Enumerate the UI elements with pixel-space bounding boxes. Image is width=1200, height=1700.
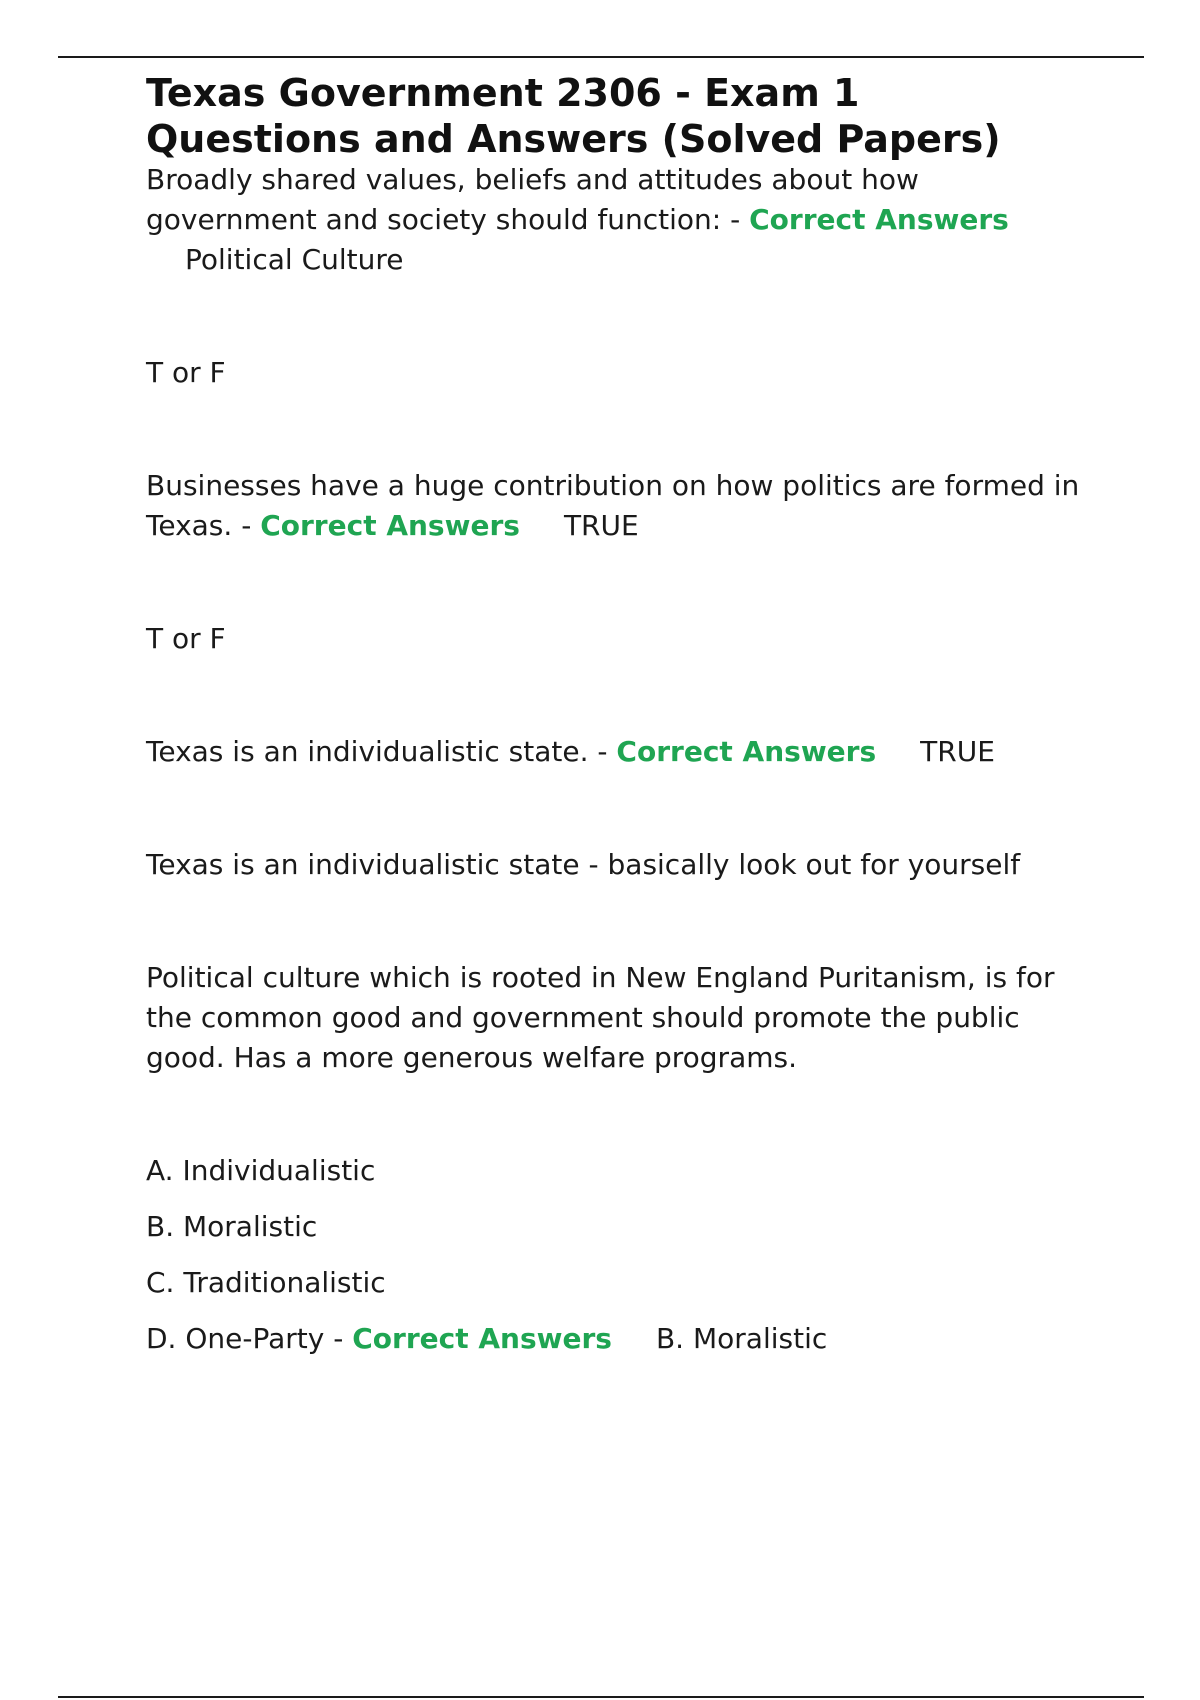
correct-answers-label: Correct Answers — [260, 509, 520, 542]
option-a: A. Individualistic — [146, 1154, 376, 1187]
answer-3: TRUE — [920, 735, 995, 768]
document-title: Texas Government 2306 - Exam 1 Questions and Answers (Solved Papers) — [146, 71, 1001, 161]
correct-answers-label: Correct Answers — [352, 1322, 612, 1355]
question-1-text: Broadly shared values, beliefs and attitudes about how government and society should function: - — [146, 163, 919, 236]
note-text: Texas is an individualistic state - basically look out for yourself — [146, 848, 1021, 881]
option-d-text: D. One-Party - — [146, 1322, 353, 1355]
option-b: B. Moralistic — [146, 1210, 318, 1243]
true-false-label: T or F — [146, 356, 226, 389]
top-rule — [58, 56, 1144, 58]
question-2-text: Businesses have a huge contribution on how politics are formed in Texas. - — [146, 469, 1080, 542]
question-2 — [146, 466, 1086, 546]
answer-1: Political Culture — [185, 243, 404, 276]
true-false-label: T or F — [146, 622, 226, 655]
answer-2: TRUE — [563, 509, 639, 542]
option-d — [146, 1319, 1086, 1359]
correct-answers-label: Correct Answers — [616, 735, 877, 768]
bottom-rule — [58, 1696, 1144, 1698]
answer-4: B. Moralistic — [655, 1322, 828, 1355]
option-c: C. Traditionalistic — [146, 1266, 386, 1299]
question-1 — [146, 160, 1086, 240]
correct-answers-label: Correct Answers — [749, 203, 1009, 236]
question-4-text: Political culture which is rooted in New England Puritanism, is for the common good and government should promote the public good. Has a more generous welfare programs. — [146, 961, 1055, 1074]
question-3 — [146, 732, 1086, 772]
question-3-text: Texas is an individualistic state. - — [146, 735, 617, 768]
document-page — [146, 70, 1086, 1359]
